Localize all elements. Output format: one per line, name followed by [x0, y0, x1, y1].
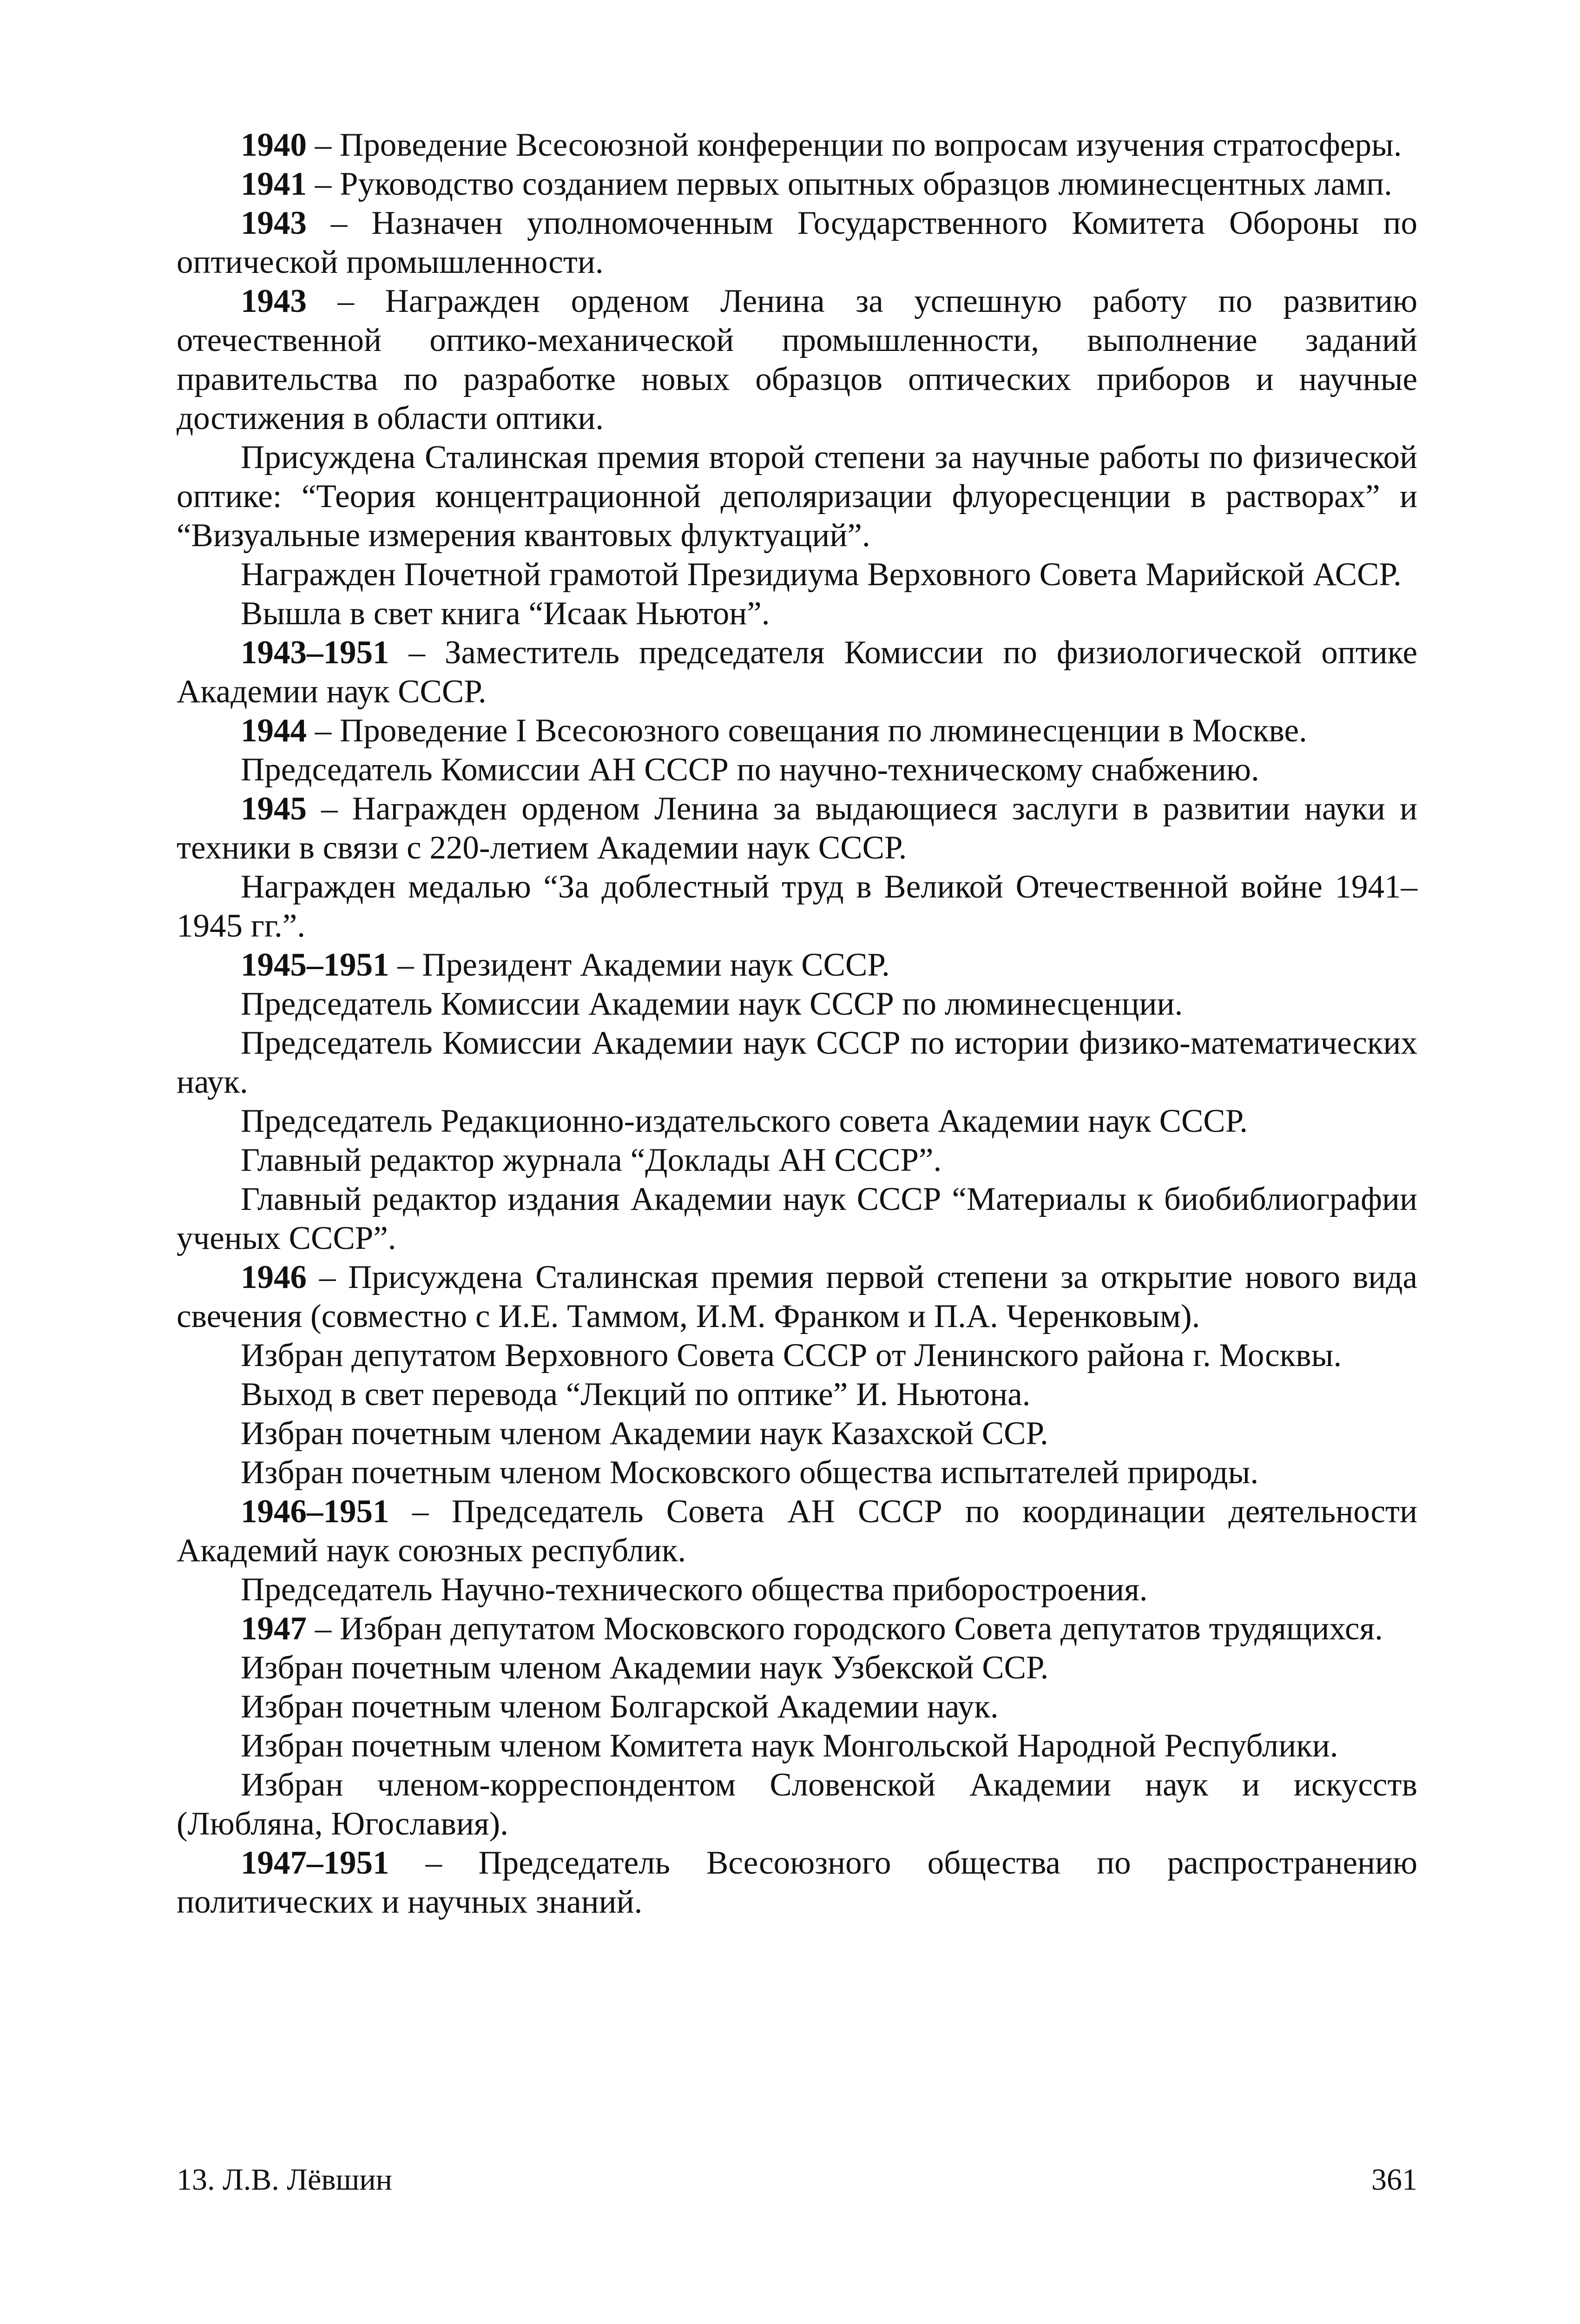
- entry-year: 1940: [241, 127, 307, 163]
- signature-mark: 13. Л.В. Лёвшин: [177, 2163, 392, 2197]
- entry: [177, 1648, 1417, 1687]
- entry: [177, 867, 1417, 945]
- entry: [177, 789, 1417, 867]
- entry-year: 1945: [241, 791, 307, 827]
- entry: [177, 1570, 1417, 1609]
- entry-text: Председатель Научно-технического общества приборостроения.: [241, 1571, 1148, 1608]
- entry: [177, 1453, 1417, 1492]
- entry: [177, 1375, 1417, 1414]
- entry-year: 1947–1951: [241, 1845, 389, 1881]
- entry-year: 1943: [241, 205, 307, 241]
- entry-year: 1943: [241, 283, 307, 319]
- entry-text: Главный редактор издания Академии наук СССР “Материалы к биобиблиографии ученых СССР”.: [177, 1181, 1417, 1256]
- entry-year: 1946: [241, 1259, 307, 1295]
- entry-year: 1943–1951: [241, 634, 389, 671]
- entry-text: Председатель Редакционно-издательского совета Академии наук СССР.: [241, 1103, 1248, 1139]
- entry-text: – Проведение I Всесоюзного совещания по люминесценции в Москве.: [307, 713, 1307, 749]
- entry-text: – Заместитель председателя Комиссии по физиологической оптике Академии наук СССР.: [177, 634, 1417, 710]
- entry: [177, 438, 1417, 555]
- entry-text: Председатель Комиссии Академии наук СССР по истории физико-математических наук.: [177, 1025, 1417, 1100]
- entry-text: Избран почетным членом Академии наук Узбекской ССР.: [241, 1650, 1049, 1686]
- entry-text: Выход в свет перевода “Лекций по оптике” И. Ньютона.: [241, 1376, 1031, 1413]
- chronology-text: [177, 125, 1417, 1921]
- entry-text: Избран членом-корреспондентом Словенской Академии наук и искусств (Любляна, Югославия).: [177, 1767, 1417, 1842]
- entry-text: Избран почетным членом Московского общества испытателей природы.: [241, 1454, 1259, 1491]
- entry-text: – Президент Академии наук СССР.: [389, 947, 890, 983]
- entry-text: – Присуждена Сталинская премия первой степени за открытие нового вида свечения (совместно с И.Е. Таммом, И.М. Франком и П.А. Черенковым).: [177, 1259, 1417, 1334]
- entry: [177, 1141, 1417, 1180]
- entry: [177, 1258, 1417, 1336]
- entry: [177, 750, 1417, 789]
- entry-text: Присуждена Сталинская премия второй степени за научные работы по физической оптике: “Теория концентрационной деполяризации флуоресценции в растворах” и “Визуальные измерения квантовых флуктуаций”.: [177, 439, 1417, 554]
- entry-text: – Председатель Всесоюзного общества по распространению политических и научных знаний.: [177, 1845, 1417, 1920]
- entry: [177, 1609, 1417, 1648]
- entry-year: 1947: [241, 1611, 307, 1647]
- entry: [177, 945, 1417, 984]
- entry: [177, 1687, 1417, 1726]
- entry: [177, 1336, 1417, 1375]
- entry-text: Главный редактор журнала “Доклады АН СССР”.: [241, 1142, 942, 1178]
- entry-text: – Проведение Всесоюзной конференции по вопросам изучения стратосферы.: [307, 127, 1402, 163]
- entry: [177, 1180, 1417, 1258]
- entry-text: Председатель Комиссии АН СССР по научно-техническому снабжению.: [241, 752, 1259, 788]
- page-number: 361: [1371, 2163, 1417, 2197]
- entry-text: Председатель Комиссии Академии наук СССР по люминесценции.: [241, 986, 1183, 1022]
- entry: [177, 282, 1417, 438]
- entry-year: 1941: [241, 166, 307, 202]
- entry-text: Избран депутатом Верховного Совета СССР от Ленинского района г. Москвы.: [241, 1337, 1342, 1373]
- entry: [177, 1102, 1417, 1141]
- entry-text: – Председатель Совета АН СССР по координации деятельности Академий наук союзных республик.: [177, 1493, 1417, 1569]
- entry: [177, 204, 1417, 282]
- entry-text: Избран почетным членом Комитета наук Монгольской Народной Республики.: [241, 1728, 1338, 1764]
- entry-text: – Руководство созданием первых опытных образцов люминесцентных ламп.: [307, 166, 1392, 202]
- entry: [177, 165, 1417, 204]
- entry: [177, 125, 1417, 165]
- entry: [177, 1726, 1417, 1765]
- entry: [177, 1023, 1417, 1102]
- entry-text: – Назначен уполномоченным Государственного Комитета Обороны по оптической промышленности.: [177, 205, 1417, 280]
- entry-text: – Награжден орденом Ленина за выдающиеся заслуги в развитии науки и техники в связи с 220-летием Академии наук СССР.: [177, 791, 1417, 866]
- entry: [177, 555, 1417, 594]
- entry-text: Избран почетным членом Болгарской Академии наук.: [241, 1689, 999, 1725]
- entry: [177, 1414, 1417, 1453]
- entry: [177, 1765, 1417, 1843]
- entry-text: Награжден Почетной грамотой Президиума Верховного Совета Марийской АССР.: [241, 556, 1402, 593]
- entry-text: – Избран депутатом Московского городского Совета депутатов трудящихся.: [307, 1611, 1383, 1647]
- entry-year: 1944: [241, 713, 307, 749]
- entry: [177, 594, 1417, 633]
- entry: [177, 711, 1417, 750]
- entry-text: Награжден медалью “За доблестный труд в Великой Отечественной войне 1941–1945 гг.”.: [177, 869, 1417, 944]
- entry-text: Вышла в свет книга “Исаак Ньютон”.: [241, 595, 770, 632]
- entry: [177, 1843, 1417, 1921]
- entry: [177, 633, 1417, 711]
- entry-year: 1946–1951: [241, 1493, 389, 1530]
- entry-year: 1945–1951: [241, 947, 389, 983]
- entry: [177, 1492, 1417, 1570]
- entry-text: Избран почетным членом Академии наук Казахской ССР.: [241, 1415, 1048, 1452]
- entry-text: – Награжден орденом Ленина за успешную работу по развитию отечественной оптико-механической промышленности, выполнение заданий правительства по разработке новых образцов оптических приборов и научные достижения в области оптики.: [177, 283, 1417, 436]
- entry: [177, 984, 1417, 1023]
